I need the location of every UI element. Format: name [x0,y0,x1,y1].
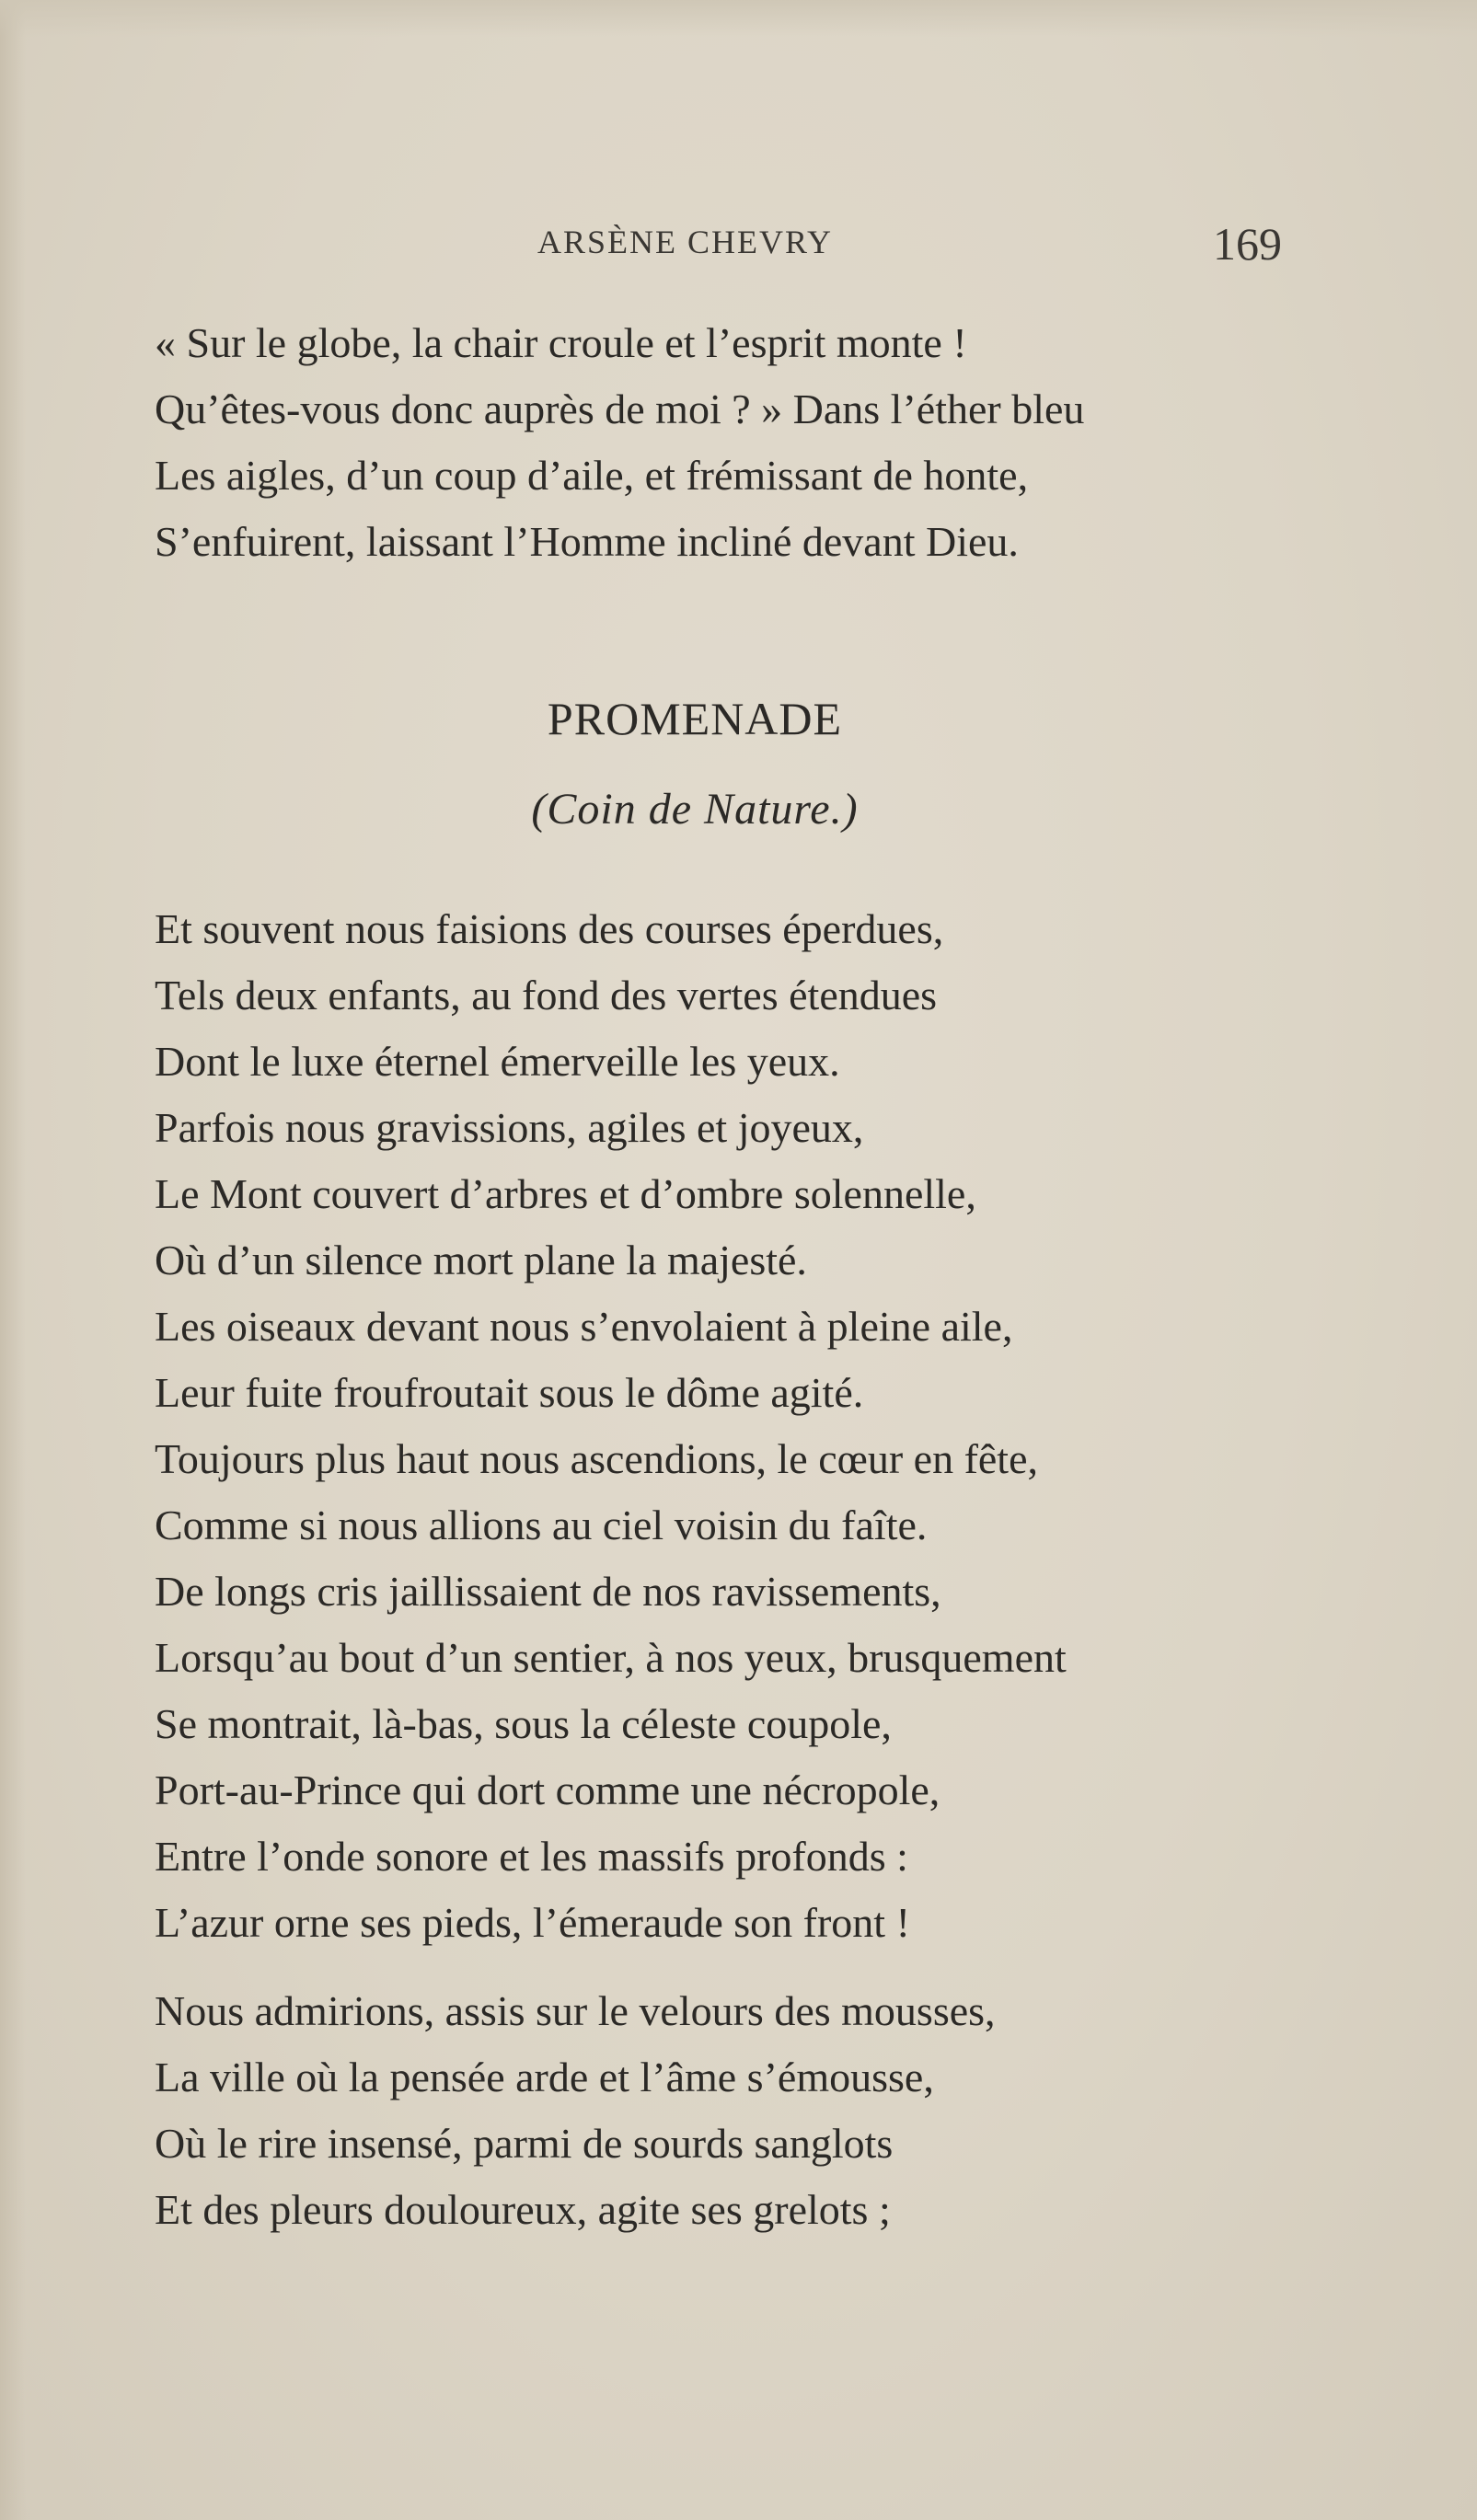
stanza-continuation [155,1978,996,2243]
verse-line: Port-au-Prince qui dort comme une nécropole, [155,1766,940,1813]
page-top-shadow [0,0,1477,37]
verse-line: Comme si nous allions au ciel voisin du faîte. [155,1502,928,1548]
verse-line: Qu’êtes-vous donc auprès de moi ? » Dans l’éther bleu [155,385,1085,432]
verse-line: Où le rire insensé, parmi de sourds sanglots [155,2120,894,2167]
verse-line: Dont le luxe éternel émerveille les yeux. [155,1038,840,1085]
verse-line: Nous admirions, assis sur le velours des mousses, [155,1987,996,2034]
running-header [0,217,1477,272]
verse-line: Parfois nous gravissions, agiles et joyeux, [155,1104,864,1151]
stanza-previous-poem-ending [155,310,1084,575]
verse-line: Où d’un silence mort plane la majesté. [155,1237,807,1283]
verse-line: De longs cris jaillissaient de nos ravissements, [155,1568,941,1615]
verse-line: Et des pleurs douloureux, agite ses grelots ; [155,2186,891,2233]
verse-line: L’azur orne ses pieds, l’émeraude son front ! [155,1899,910,1946]
verse-line: Lorsqu’au bout d’un sentier, à nos yeux, brusquement [155,1634,1067,1681]
stanza-main [155,896,1067,1956]
verse-line: La ville où la pensée arde et l’âme s’émousse, [155,2054,934,2100]
verse-line: « Sur le globe, la chair croule et l’esprit monte ! [155,319,967,366]
running-title: ARSÈNE CHEVRY [537,224,834,260]
verse-line: Se montrait, là-bas, sous la céleste coupole, [155,1700,892,1747]
poem-title: PROMENADE [547,693,843,744]
page-number: 169 [1213,218,1282,270]
verse-line: Et souvent nous faisions des courses éperdues, [155,905,944,952]
page-edge-shadow [0,0,26,2520]
poem-subtitle: (Coin de Nature.) [531,785,859,834]
verse-line: Les aigles, d’un coup d’aile, et frémissant de honte, [155,452,1029,499]
verse-line: Le Mont couvert d’arbres et d’ombre solennelle, [155,1170,976,1217]
verse-line: Toujours plus haut nous ascendions, le cœur en fête, [155,1435,1039,1482]
verse-line: Les oiseaux devant nous s’envolaient à pleine aile, [155,1303,1013,1350]
verse-line: Leur fuite froufroutait sous le dôme agité. [155,1369,864,1416]
verse-line: Tels deux enfants, au fond des vertes étendues [155,972,938,1018]
verse-line: S’enfuirent, laissant l’Homme incliné devant Dieu. [155,518,1019,565]
verse-line: Entre l’onde sonore et les massifs profonds : [155,1833,908,1880]
